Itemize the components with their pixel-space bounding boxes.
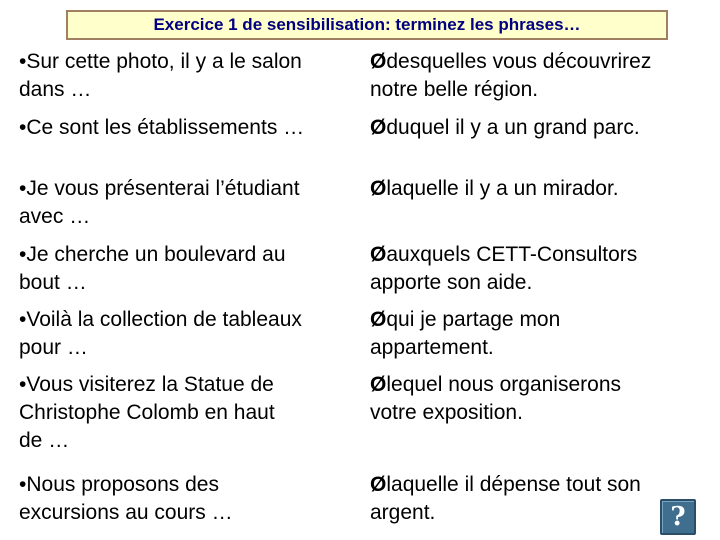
- sentence-start-text: Nous proposons des excursions au cours …: [19, 473, 233, 524]
- help-button[interactable]: [660, 499, 696, 535]
- sentence-end-2: [370, 114, 715, 142]
- sentence-end-1: [370, 48, 715, 104]
- sentence-start-text: Je vous présenterai l’étudiant avec …: [19, 177, 300, 228]
- arrow-bullet-icon: Ø: [370, 473, 387, 496]
- sentence-start-1: [19, 48, 364, 104]
- sentence-end-text: duquel il y a un grand parc.: [386, 116, 640, 139]
- bullet: •: [19, 473, 27, 496]
- sentence-start-6: [19, 371, 364, 455]
- sentence-end-6: [370, 371, 715, 427]
- sentence-end-3: [370, 175, 715, 203]
- sentence-start-2: [19, 114, 364, 142]
- sentence-start-text: Je cherche un boulevard au bout …: [19, 243, 286, 294]
- sentence-start-text: Vous visiterez la Statue de Christophe Colomb en haut de …: [19, 373, 275, 452]
- arrow-bullet-icon: Ø: [370, 373, 387, 396]
- sentence-end-text: laquelle il dépense tout son argent.: [370, 473, 641, 524]
- arrow-bullet-icon: Ø: [370, 243, 387, 266]
- sentence-end-text: lequel nous organiserons votre exposition.: [370, 373, 622, 424]
- arrow-bullet-icon: Ø: [370, 116, 387, 139]
- sentence-start-text: Sur cette photo, il y a le salon dans …: [19, 50, 302, 101]
- sentence-start-5: [19, 306, 364, 362]
- sentence-end-text: desquelles vous découvrirez notre belle région.: [370, 50, 652, 101]
- sentence-end-5: [370, 306, 715, 362]
- sentence-start-text: Ce sont les établissements …: [26, 116, 305, 139]
- sentence-end-text: laquelle il y a un mirador.: [386, 177, 619, 200]
- exercise-title-box: [66, 10, 668, 40]
- sentence-end-text: auxquels CETT-Consultors apporte son aide.: [370, 243, 638, 294]
- sentence-end-4: [370, 241, 715, 297]
- sentence-start-4: [19, 241, 364, 297]
- bullet: •: [19, 50, 27, 73]
- bullet: •: [19, 373, 27, 396]
- arrow-bullet-icon: Ø: [370, 177, 387, 200]
- sentence-start-7: [19, 471, 364, 527]
- sentence-start-text: Voilà la collection de tableaux pour …: [19, 308, 302, 359]
- sentence-end-text: qui je partage mon appartement.: [370, 308, 561, 359]
- question-mark-icon: ?: [670, 502, 686, 532]
- bullet: •: [19, 243, 27, 266]
- sentence-start-3: [19, 175, 364, 231]
- exercise-title: Exercice 1 de sensibilisation: terminez les phrases…: [153, 15, 581, 34]
- arrow-bullet-icon: Ø: [370, 308, 387, 331]
- arrow-bullet-icon: Ø: [370, 50, 387, 73]
- bullet: •: [19, 177, 27, 200]
- bullet: •: [19, 116, 27, 139]
- bullet: •: [19, 308, 27, 331]
